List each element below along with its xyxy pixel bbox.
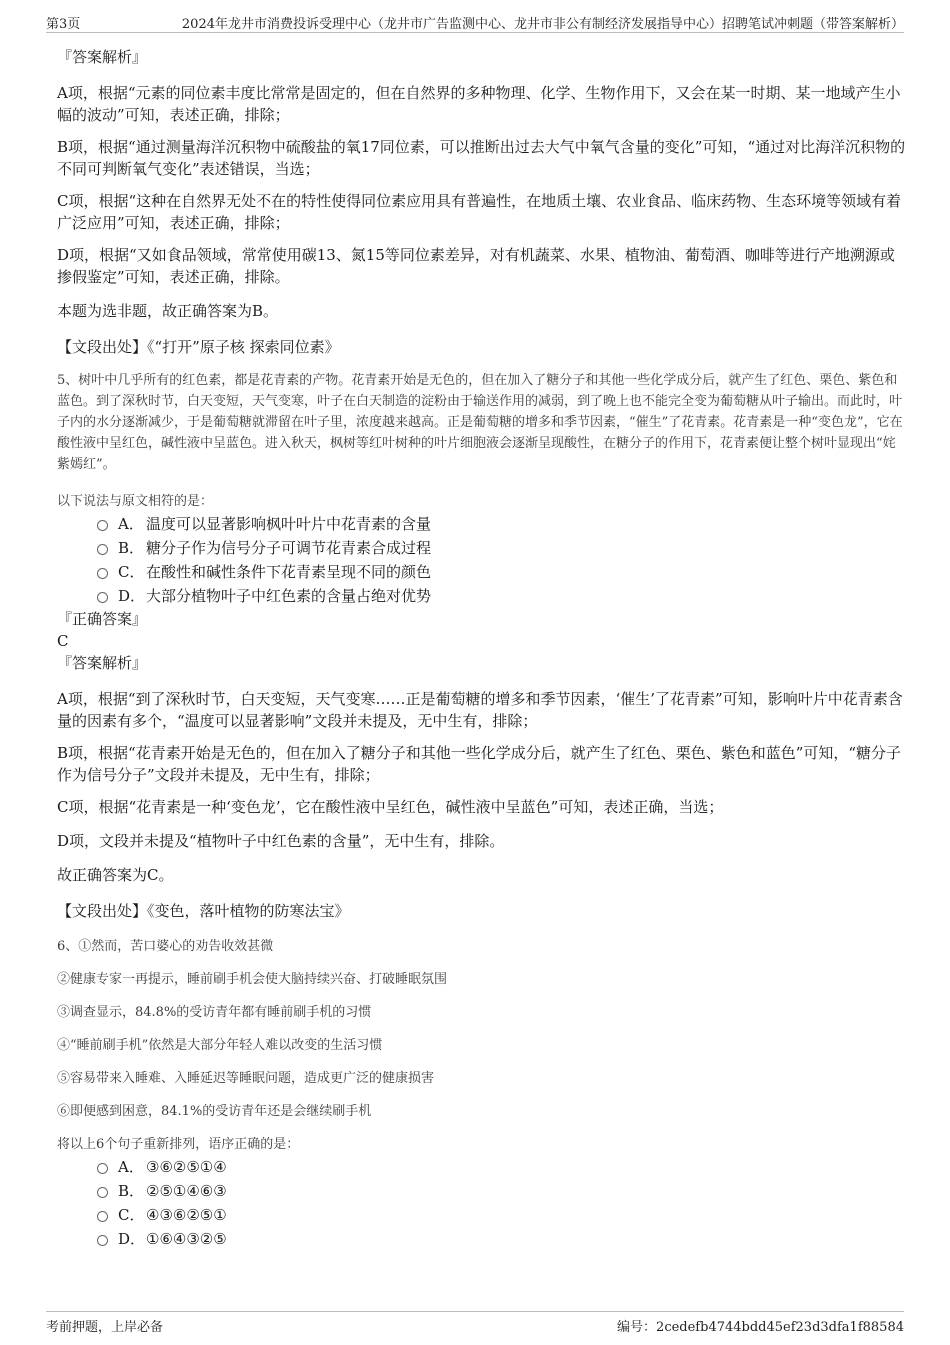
- sentence-item: ②健康专家一再提示，睡前刷手机会使大脑持续兴奋、打破睡眠氛围: [57, 972, 448, 987]
- option-letter: C．: [118, 1206, 145, 1224]
- option-letter: D．: [118, 1230, 146, 1248]
- analysis-label: 『答案解析』: [57, 654, 148, 672]
- option-c[interactable]: [57, 1203, 907, 1227]
- option-letter: A．: [118, 515, 144, 533]
- source-citation: 【文段出处】《变色，落叶植物的防寒法宝》: [57, 902, 350, 920]
- option-letter: A．: [118, 1158, 144, 1176]
- analysis-paragraph: D项，文段并未提及“植物叶子中红色素的含量”，无中生有，排除。: [57, 832, 505, 850]
- radio-button[interactable]: [97, 1163, 108, 1174]
- option-text: 温度可以显著影响枫叶叶片中花青素的含量: [146, 515, 432, 533]
- analysis-paragraph: C项，根据“花青素是一种‘变色龙’，它在酸性液中呈红色，碱性液中呈蓝色”可知，表述正确，当选；: [57, 798, 724, 816]
- option-letter: C．: [118, 563, 145, 581]
- option-text: 大部分植物叶子中红色素的含量占绝对优势: [146, 587, 432, 605]
- sentence-item: 6、①然而，苦口婆心的劝告收效甚微: [57, 939, 274, 954]
- option-text: ②⑤①④⑥③: [146, 1182, 227, 1200]
- option-text: 糖分子作为信号分子可调节花青素合成过程: [146, 539, 432, 557]
- radio-button[interactable]: [97, 520, 108, 531]
- answer-label: 『正确答案』: [57, 610, 148, 628]
- sentence-item: ④“睡前刷手机”依然是大部分年轻人难以改变的生活习惯: [57, 1038, 383, 1053]
- radio-button[interactable]: [97, 592, 108, 603]
- radio-button[interactable]: [97, 1187, 108, 1198]
- analysis-paragraph: C项，根据“这种在自然界无处不在的特性使得同位素应用具有普遍性，在地质土壤、农业食品、临床药物、生态环境等领域有着广泛应用”可知，表述正确，排除；: [57, 192, 902, 232]
- page-number: 第3页: [46, 17, 81, 32]
- sentence-item: ⑤容易带来入睡难、入睡延迟等睡眠问题，造成更广泛的健康损害: [57, 1071, 435, 1086]
- radio-button[interactable]: [97, 1211, 108, 1222]
- analysis-paragraph: D项，根据“又如食品领域，常常使用碳13、氮15等同位素差异，对有机蔬菜、水果、植物油、葡萄酒、咖啡等进行产地溯源或掺假鉴定”可知，表述正确，排除。: [57, 246, 895, 286]
- conclusion: 本题为选非题，故正确答案为B。: [57, 302, 279, 320]
- option-letter: B．: [118, 1182, 145, 1200]
- option-a[interactable]: [57, 512, 907, 536]
- radio-button[interactable]: [97, 544, 108, 555]
- option-list: [57, 1155, 907, 1251]
- option-text: ④③⑥②⑤①: [146, 1206, 227, 1224]
- page-header: [46, 10, 904, 33]
- question-passage: 5、树叶中几乎所有的红色素，都是花青素的产物。花青素开始是无色的，但在加入了糖分子和其他一些化学成分后，就产生了红色、栗色、紫色和蓝色。到了深秋时节，白天变短，天气变寒，叶子在白天制造的淀粉由于输送作用的减弱，到了晚上也不能完全变为葡萄糖从叶子输出。而此时，叶子内的水分逐渐减少，于是葡萄糖就滞留在叶子里，浓度越来越高。正是葡萄糖的增多和季节因素，“催生”了花青素。花青素是一种“变色龙”，它在酸性液中呈红色，碱性液中呈蓝色。进入秋天，枫树等红叶树种的叶片细胞液会逐渐呈现酸性，在糖分子的作用下，花青素便让整个树叶显现出“姹紫嫣红”。: [57, 373, 903, 472]
- option-d[interactable]: [57, 1227, 907, 1251]
- footer-slogan: 考前押题，上岸必备: [46, 1320, 164, 1335]
- page-footer: [46, 1311, 904, 1342]
- option-a[interactable]: [57, 1155, 907, 1179]
- document-body: [57, 46, 907, 1251]
- answer-value: C: [57, 632, 69, 650]
- option-letter: B．: [118, 539, 145, 557]
- option-text: ③⑥②⑤①④: [146, 1158, 227, 1176]
- sentence-item: ⑥即便感到困意，84.1%的受访青年还是会继续刷手机: [57, 1104, 372, 1119]
- document-title: 2024年龙井市消费投诉受理中心（龙井市广告监测中心、龙井市非公有制经济发展指导中心）招聘笔试冲刺题（带答案解析）: [181, 17, 904, 32]
- option-c[interactable]: [57, 560, 907, 584]
- document-id: 编号：2cedefb4744bdd45ef23d3dfa1f88584: [617, 1320, 904, 1335]
- option-d[interactable]: [57, 584, 907, 608]
- source-citation: 【文段出处】《“打开”原子核 探索同位素》: [57, 338, 340, 356]
- option-text: ①⑥④③②⑤: [146, 1230, 227, 1248]
- option-list: [57, 512, 907, 608]
- radio-button[interactable]: [97, 568, 108, 579]
- radio-button[interactable]: [97, 1235, 108, 1246]
- conclusion: 故正确答案为C。: [57, 866, 174, 884]
- question-prompt: 以下说法与原文相符的是：: [57, 494, 214, 509]
- analysis-paragraph: A项，根据“元素的同位素丰度比常常是固定的，但在自然界的多种物理、化学、生物作用下，又会在某一时期、某一地域产生小幅的波动”可知，表述正确，排除；: [57, 84, 901, 124]
- option-text: 在酸性和碱性条件下花青素呈现不同的颜色: [146, 563, 432, 581]
- option-letter: D．: [118, 587, 146, 605]
- analysis-label: 『答案解析』: [57, 48, 148, 66]
- option-b[interactable]: [57, 536, 907, 560]
- question-prompt: 将以上6个句子重新排列，语序正确的是：: [57, 1137, 300, 1152]
- analysis-paragraph: A项，根据“到了深秋时节，白天变短，天气变寒……正是葡萄糖的增多和季节因素，‘催生’了花青素”可知，影响叶片中花青素含量的因素有多个，“温度可以显著影响”文段并未提及，无中生有，排除；: [57, 690, 903, 730]
- analysis-paragraph: B项，根据“通过测量海洋沉积物中硫酸盐的氧17同位素，可以推断出过去大气中氧气含量的变化”可知，“通过对比海洋沉积物的不同可判断氧气变化”表述错误，当选；: [57, 138, 906, 178]
- analysis-paragraph: B项，根据“花青素开始是无色的，但在加入了糖分子和其他一些化学成分后，就产生了红色、栗色、紫色和蓝色”可知，“糖分子作为信号分子”文段并未提及，无中生有，排除；: [57, 744, 902, 784]
- sentence-item: ③调查显示，84.8%的受访青年都有睡前刷手机的习惯: [57, 1005, 372, 1020]
- option-b[interactable]: [57, 1179, 907, 1203]
